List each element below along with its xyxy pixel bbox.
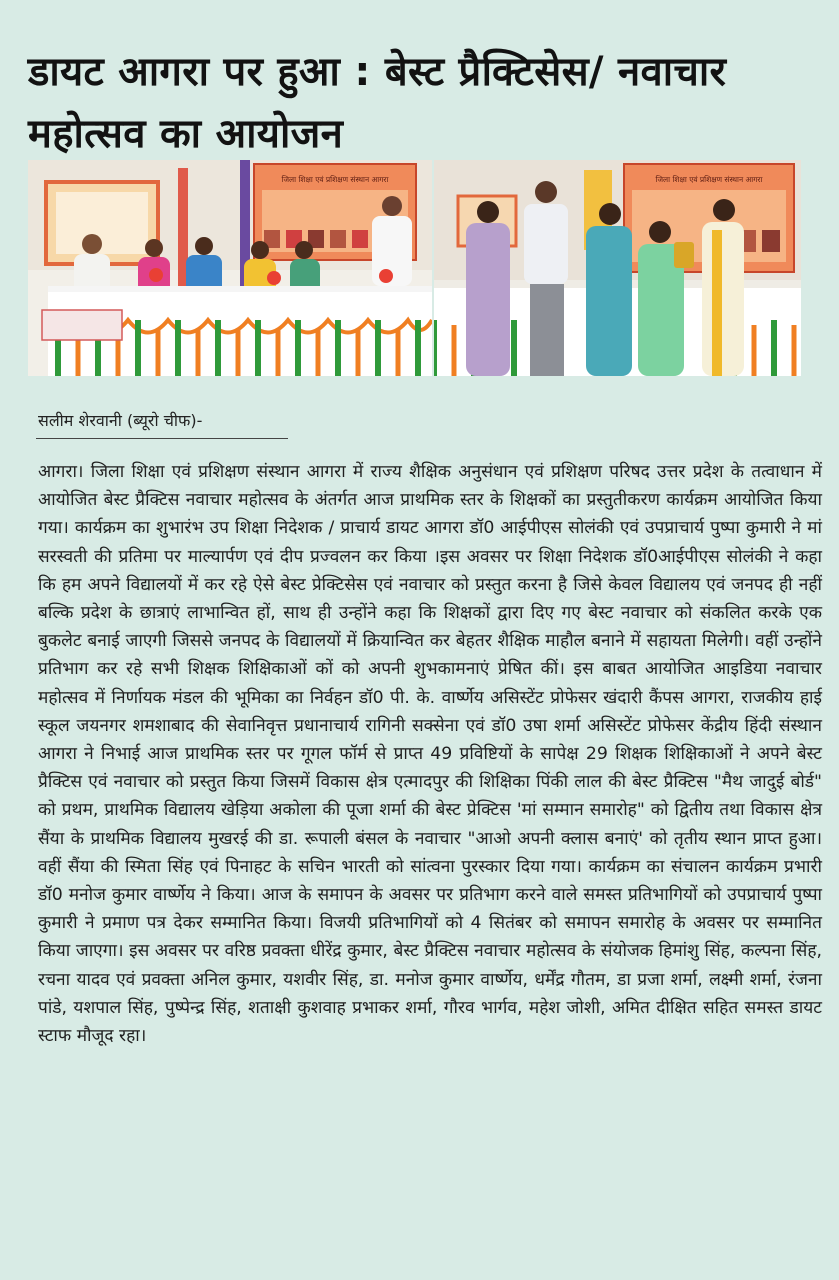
banner-text-right: जिला शिक्षा एवं प्रशिक्षण संस्थान आगरा: [655, 175, 763, 184]
headline: डायट आगरा पर हुआ : बेस्ट प्रैक्टिसेस/ नवाचार महोत्सव का आयोजन: [28, 48, 727, 157]
event-photo-stage: [28, 160, 432, 376]
article-body: आगरा। जिला शिक्षा एवं प्रशिक्षण संस्थान आगरा में राज्य शैक्षिक अनुसंधान एवं प्रशिक्षण परिषद उत्तर प्रदेश के तत्वाधान में आयोजित बेस्ट प्रैक्टिस नवाचार महोत्सव के अंतर्गत आज प्राथमिक स्तर के शिक्षकों का प्रस्तुतीकरण कार्यक्रम आयोजित किया गया। कार्यक्रम का शुभारंभ उप शिक्षा निदेशक / प्राचार्य डायट आगरा डॉ0 आईपीएस सोलंकी एवं उपप्राचार्य पुष्पा कुमारी ने मां सरस्वती की प्रतिमा पर माल्यार्पण एवं दीप प्रज्वलन कर किया ।इस अवसर पर शिक्षा निदेशक डॉ0आईपीएस सोलंकी ने कहा कि हम अपने विद्यालयों में कर रहे ऐसे बेस्ट प्रेक्टिसेस एवं नवाचार को प्रस्तुत करना है जिसे केवल विद्यालय एवं जनपद ही नहीं बल्कि प्रदेश के छात्राएं लाभान्वित हों, साथ ही उन्होंने कहा कि शिक्षकों द्वारा दिए गए बेस्ट नवाचार को संकलित करके एक बुकलेट बनाई जाएगी जिससे जनपद के विद्यालयों में क्रियान्वित कर बेहतर शैक्षिक माहौल बनाने में सहायता मिलेगी। वहीं उन्होंने प्रतिभाग कर रहे सभी शिक्षक शिक्षिकाओं कों को अपनी शुभकामनाएं प्रेषित कीं। इस बाबत आयोजित आइडिया नवाचार महोत्सव में निर्णायक मंडल की भूमिका का निर्वहन डॉ0 पी. के. वार्ष्णेय असिस्टेंट प्रोफेसर खंदारी कैंपस आगरा, राजकीय हाई स्कूल जयनगर शमशाबाद की सेवानिवृत्त प्रधानाचार्य रागिनी सक्सेना एवं डॉ0 उषा शर्मा असिस्टेंट प्रोफेसर केंद्रीय हिंदी संस्थान आगरा ने निभाई आज प्राथमिक स्तर पर गूगल फॉर्म से प्राप्त 49 प्रविष्टियों के सापेक्ष 29 शिक्षक शिक्षिकाओं ने अपने बेस्ट प्रैक्टिस एवं नवाचार को प्रस्तुत किया जिसमें विकास क्षेत्र एत्मादपुर की शिक्षिका पिंकी लाल की बेस्ट प्रैक्टिस "मैथ जादुई बोर्ड" को प्रथम, प्राथमिक विद्यालय खेड़िया अकोला की पूजा शर्मा की बेस्ट प्रेक्टिस 'मां सम्मान समारोह" को द्वितीय तथा विकास क्षेत्र सैंया के प्राथमिक विद्यालय मुखरई की डा. रूपाली बंसल के नवाचार "आओ अपनी क्लास बनाएं' को तृतीय स्थान प्राप्त हुआ। वहीं सैंया की स्मिता सिंह एवं पिनाहट के सचिन भारती को सांत्वना पुरस्कार दिया गया। कार्यक्रम का संचालन कार्यक्रम प्रभारी डॉ0 मनोज कुमार वार्ष्णेय ने किया। आज के समापन के अवसर पर प्रतिभाग करने वाले समस्त प्रतिभागियों को उपप्राचार्य पुष्पा कुमारी ने प्रमाण पत्र देकर सम्मानित किया। विजयी प्रतिभागियों को 4 सितंबर को समापन समारोह के अवसर पर सम्मानित किया जाएगा। इस अवसर पर वरिष्ठ प्रवक्ता धीरेंद्र कुमार, बेस्ट प्रैक्टिस नवाचार महोत्सव के संयोजक हिमांशु सिंह, कल्पना सिंह, रचना यादव एवं प्रवक्ता अनिल कुमार, यशवीर सिंह, डा. मनोज कुमार वार्ष्णेय, धर्मेंद्र गौतम, डा प्रजा शर्मा, लक्ष्मी शर्मा, रंजना पांडे, यशपाल सिंह, पुष्पेन्द्र सिंह, शताक्षी कुशवाह प्रभाकर शर्मा, गौरव भार्गव, महेश जोशी, अमित दीक्षित सहित समस्त डायट स्टाफ मौजूद रहा।: [38, 462, 822, 1047]
byline: सलीम शेरवानी (ब्यूरो चीफ)-: [38, 411, 203, 430]
event-photo-award: [434, 160, 801, 376]
byline-underline: [36, 438, 288, 439]
banner-text-left: जिला शिक्षा एवं प्रशिक्षण संस्थान आगरा: [281, 175, 389, 184]
